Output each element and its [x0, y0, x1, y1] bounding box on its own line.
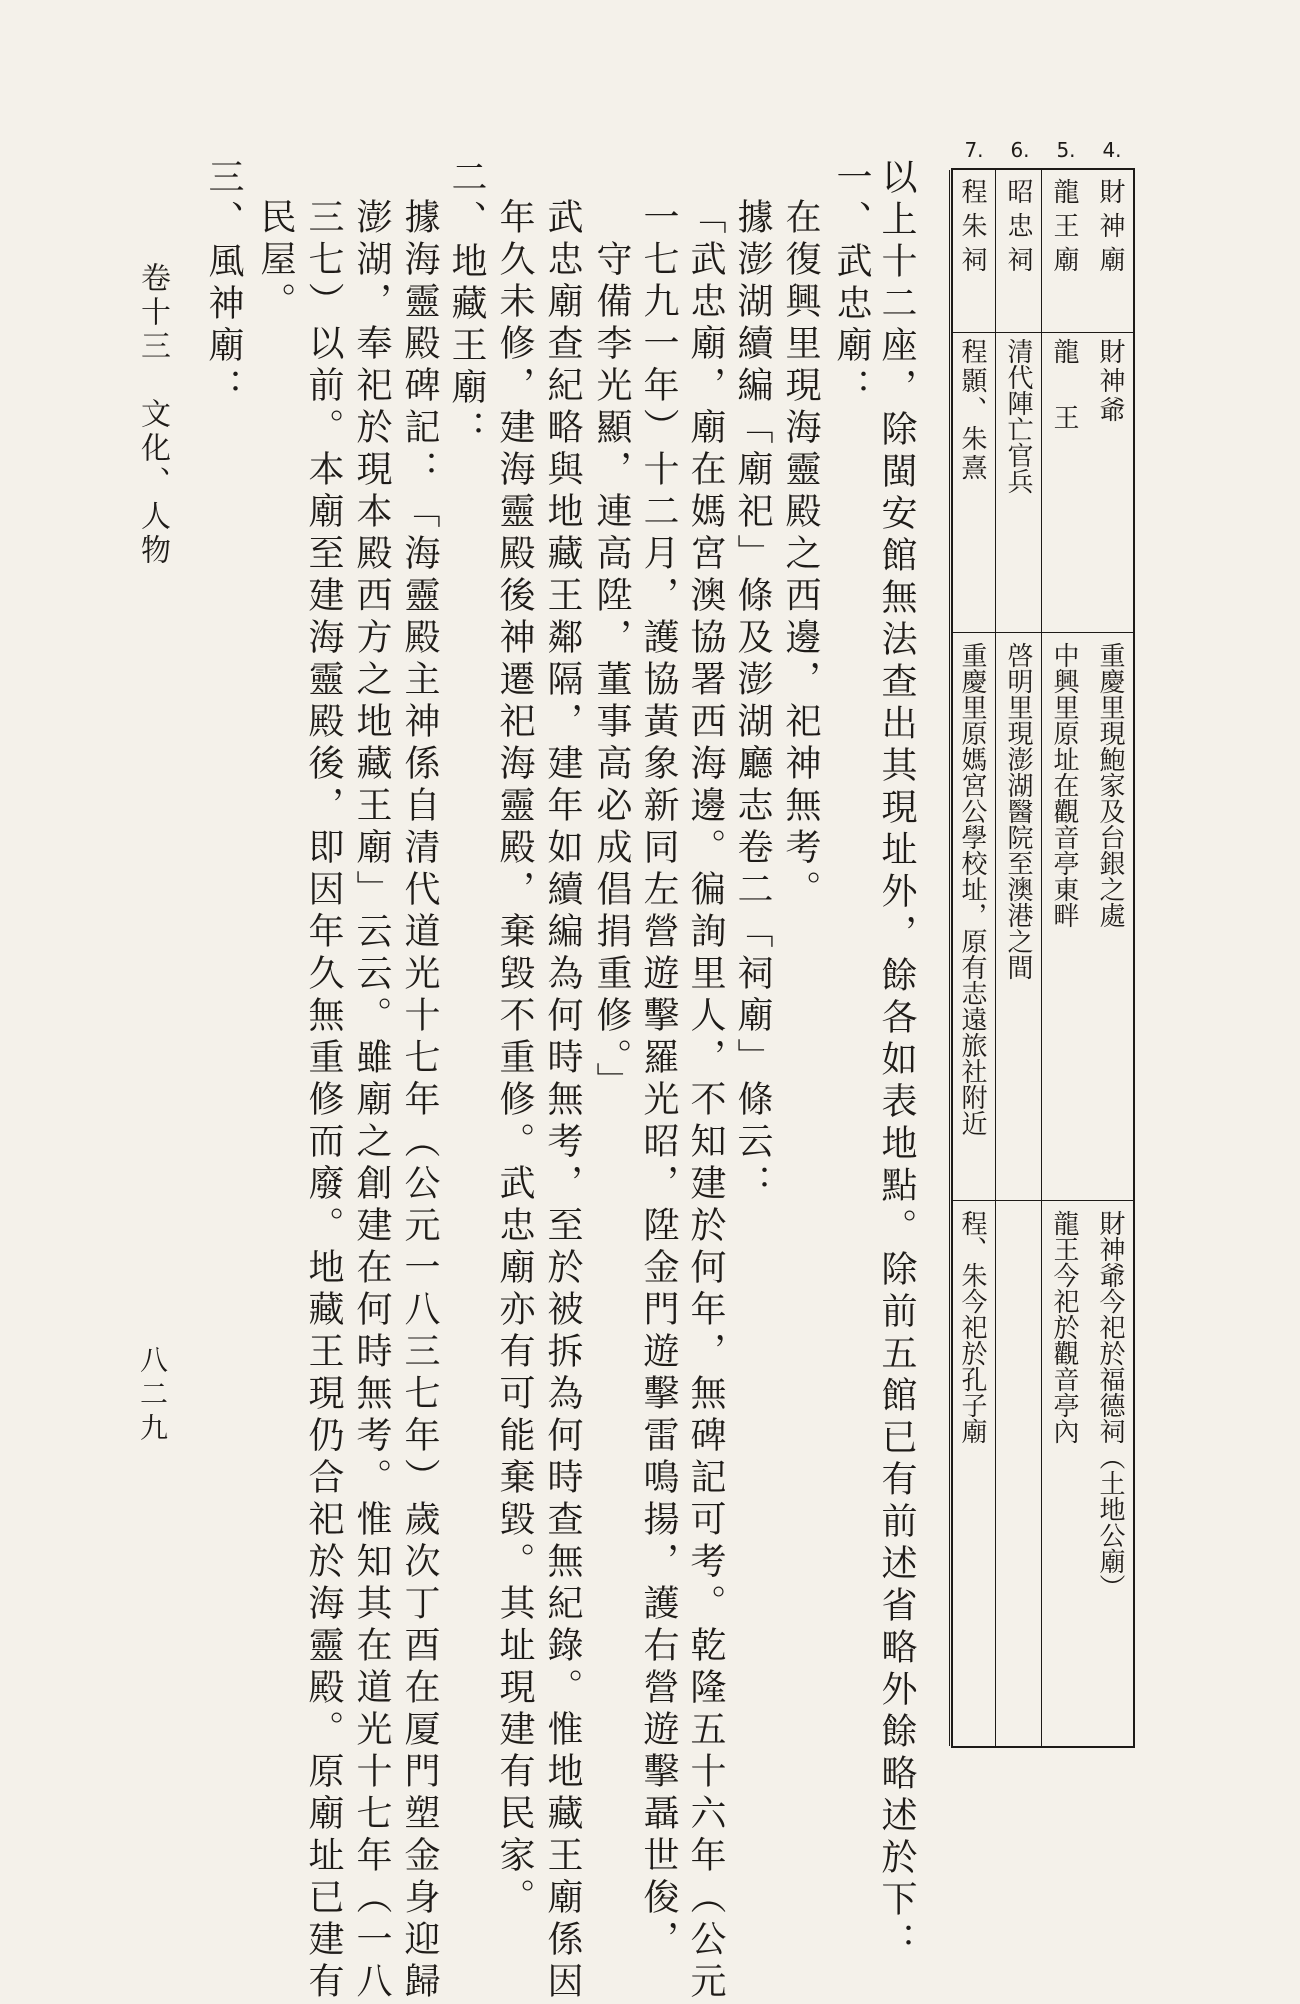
section-heading: 三、風神廟： [203, 158, 244, 410]
temple-god: 程顥、朱熹 [957, 338, 987, 483]
section-heading: 二、地藏王廟： [446, 158, 487, 452]
body-line: 據澎湖續編「廟祀」條及澎湖廳志卷二「祠廟」條云： [732, 198, 773, 1206]
table-row [1041, 170, 1087, 1746]
temple-name: 龍王廟 [1049, 178, 1079, 280]
body-line: 武忠廟查紀略與地藏王鄰隔，建年如續編為何時無考，至於被拆為何時查無紀錄。惟地藏王廟係因 [542, 198, 583, 2004]
table-row [995, 170, 1041, 1746]
table-row [1087, 170, 1133, 1746]
temple-location: 啓明里現澎湖醫院至澳港之間 [1003, 642, 1033, 980]
temple-god: 清代陣亡官兵 [1003, 338, 1033, 494]
body-line: 在復興里現海靈殿之西邊，祀神無考。 [780, 198, 821, 912]
temple-note [996, 1210, 1041, 1750]
body-line: 年久未修，建海靈殿後神遷祀海靈殿，棄毀不重修。武忠廟亦有可能棄毀。其址現建有民家。 [494, 198, 535, 1920]
temple-note: 程、朱今祀於孔子廟 [957, 1210, 987, 1444]
body-line: 民屋。 [255, 198, 296, 324]
body-line: 一七九一年）十二月，護協黃象新同左營遊擊羅光昭，陞金門遊擊雷鳴揚，護右營遊擊聶世俊， [638, 198, 679, 1962]
body-line: 「武忠廟，廟在媽宮澳協署西海邊。徧詢里人，不知建於何年，無碑記可考。乾隆五十六年（公元 [685, 198, 726, 2004]
section-heading: 一、武忠廟： [831, 158, 872, 410]
temple-god: 財神爺 [1095, 338, 1125, 425]
body-line: 澎湖，奉祀於現本殿西方之地藏王廟」云云。雖廟之創建在何時無考。惟知其在道光十七年（一八 [351, 198, 392, 2004]
temple-location: 中興里原址在觀音亭東畔 [1049, 642, 1079, 928]
body-line: 以上十二座，除閩安館無法查出其現址外，餘各如表地點。除前五館已有前述省略外餘略述於下： [876, 158, 917, 1964]
temple-note: 龍王今祀於觀音亭內 [1049, 1210, 1079, 1444]
row-number: 5. [1056, 138, 1076, 162]
row-number: 4. [1102, 138, 1122, 162]
row-number: 7. [964, 138, 984, 162]
body-line: 據海靈殿碑記：「海靈殿主神係自清代道光十七年（公元一八三七年）歲次丁酉在厦門塑金身迎歸 [399, 198, 440, 2004]
temple-location: 重慶里原媽宮公學校址，原有志遠旅社附近 [957, 642, 987, 1136]
running-footer: 卷十三 文化、人物 [135, 262, 170, 568]
page-number: 八二九 [136, 1345, 169, 1447]
temple-name: 財神廟 [1095, 178, 1125, 280]
table-row [949, 170, 995, 1746]
body-line: 守備李光顯，連高陞，董事高必成倡捐重修。」 [591, 240, 632, 1104]
temple-name: 昭忠祠 [1003, 178, 1033, 280]
temple-name: 程朱祠 [957, 178, 987, 280]
temple-note: 財神爺今祀於福德祠（土地公廟） [1095, 1210, 1125, 1600]
temple-location: 重慶里現鮑家及台銀之處 [1095, 642, 1125, 928]
row-number: 6. [1010, 138, 1030, 162]
body-line: 三七）以前。本廟至建海靈殿後，即因年久無重修而廢。地藏王現仍合祀於海靈殿。原廟址已建有 [303, 198, 344, 2004]
temple-god: 龍王 [1049, 338, 1079, 470]
temple-table [951, 168, 1135, 1748]
